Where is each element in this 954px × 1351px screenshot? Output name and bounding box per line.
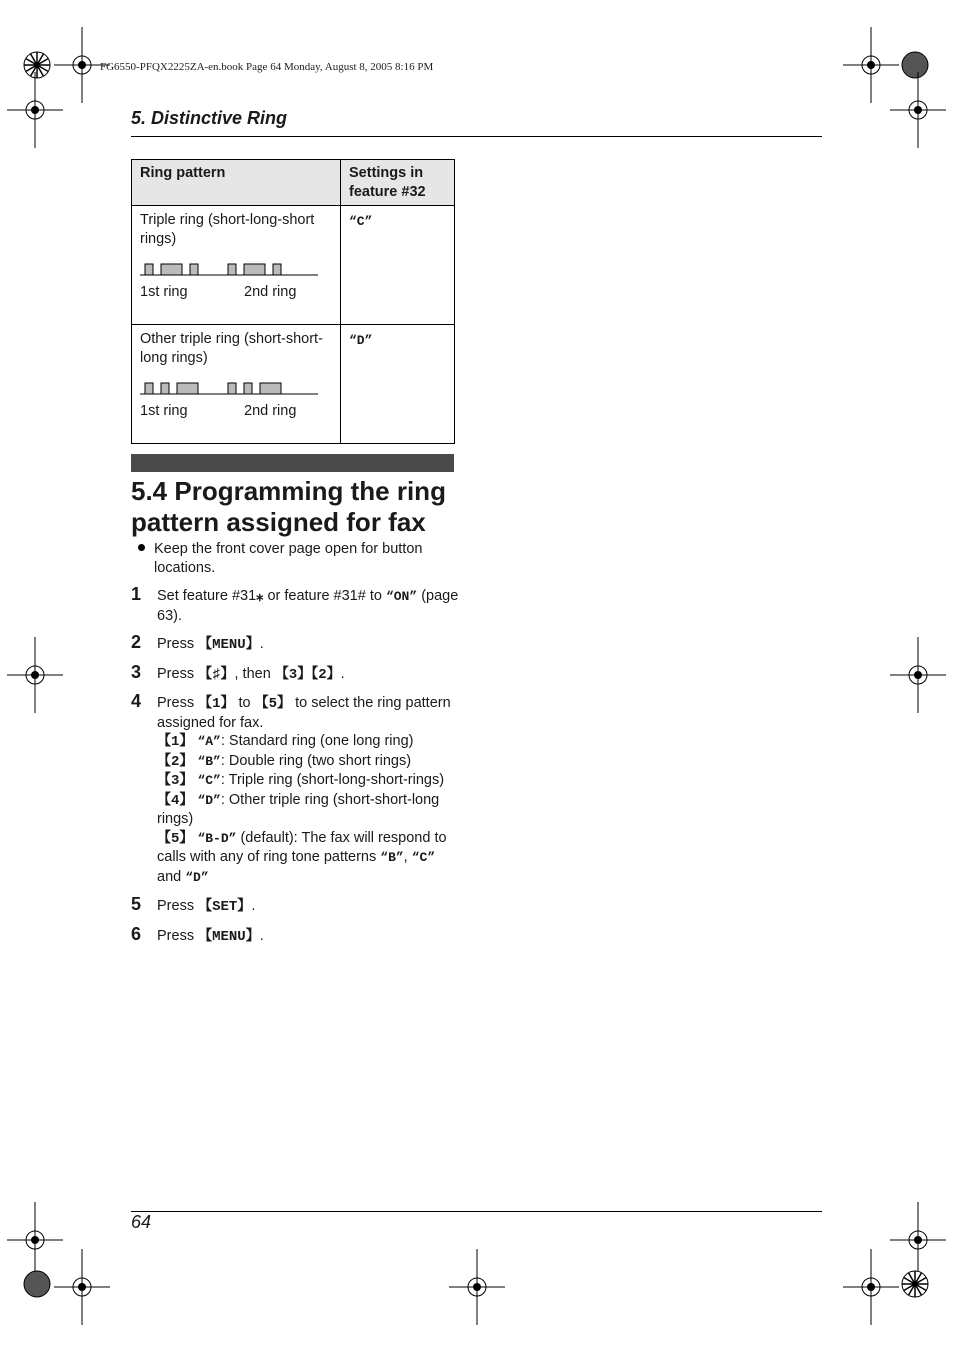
option-text: and [157, 868, 186, 885]
key-3-2: 【3】【2】 [274, 666, 341, 683]
col-header-settings: Settings in feature #32 [341, 160, 455, 206]
ring-pattern-diagram-c [140, 261, 318, 277]
section-title: 5.4 Programming the ring pattern assigned for fax [131, 476, 446, 537]
option-text: : Other triple ring (short-short-long rings) [157, 791, 440, 827]
key-2: 【2】 [157, 753, 194, 770]
file-info: FG6550-PFQX2225ZA-en.book Page 64 Monday, August 8, 2005 8:16 PM [100, 61, 434, 73]
key-5: 【5】 [254, 696, 292, 712]
setting-value: “C” [349, 214, 373, 229]
step-text: or feature #31# to [263, 588, 386, 604]
code-d: “D” [185, 869, 209, 885]
option-1 [157, 732, 461, 752]
option-4 [157, 791, 461, 829]
chapter-title: 5. Distinctive Ring [131, 108, 288, 128]
code-on: “ON” [385, 589, 418, 604]
step-text: . [251, 898, 256, 914]
step-text: Press [157, 898, 199, 914]
step-text: . [259, 636, 264, 652]
step-6 [131, 923, 461, 947]
pattern-description: Other triple ring (short-short-long rings) [140, 331, 323, 366]
label-1st-ring: 1st ring [140, 403, 188, 419]
step-text: (page 63). [157, 588, 459, 624]
key-1: 【1】 [198, 696, 235, 712]
step-text: to select the ring pattern assigned for fax. [157, 695, 451, 731]
key-menu: 【MENU】 [198, 928, 260, 945]
setting-value: “D” [349, 333, 373, 348]
option-text: : Double ring (two short rings) [220, 752, 412, 769]
step-1 [131, 584, 461, 625]
footer-rule [131, 1211, 822, 1212]
key-set: 【SET】 [198, 899, 252, 915]
step-text: Set feature #31 [157, 588, 257, 604]
ring-pattern-diagram-d [140, 380, 318, 396]
code-b-d: “B-D” [197, 830, 237, 846]
label-2nd-ring: 2nd ring [244, 284, 297, 300]
option-5 [157, 829, 461, 888]
key-hash: 【♯】 [198, 666, 235, 683]
step-number: 6 [131, 923, 142, 944]
option-3 [157, 771, 461, 791]
ring-pattern-table [131, 159, 455, 444]
step-number: 4 [131, 691, 142, 711]
option-text: (default): The fax will respond to calls with any of ring tone patterns [157, 829, 447, 865]
page-number: 64 [131, 1212, 152, 1232]
col-header-ring-pattern: Ring pattern [132, 160, 341, 206]
key-3: 【3】 [157, 773, 194, 789]
ring-pattern-cell [132, 206, 341, 325]
bullet-note [131, 540, 461, 577]
step-4 [131, 691, 461, 887]
section-content [131, 540, 461, 946]
step-text: Press [157, 927, 199, 944]
key-5: 【5】 [157, 830, 194, 847]
option-2 [157, 752, 461, 772]
bullet-icon [138, 544, 145, 551]
step-number: 2 [131, 632, 142, 652]
setting-cell [341, 325, 455, 444]
star-icon: ⁎ [256, 588, 264, 604]
header-rule [131, 136, 822, 137]
setting-cell [341, 206, 455, 325]
step-text: Press [157, 695, 199, 711]
step-number: 3 [131, 661, 142, 682]
ring-labels [140, 283, 332, 302]
option-text: , [403, 849, 412, 865]
table-header-row [132, 160, 455, 206]
step-text: , then [234, 665, 275, 682]
step-text: Press [157, 636, 199, 652]
key-1: 【1】 [157, 734, 194, 750]
ring-labels [140, 402, 332, 421]
step-text: . [259, 927, 264, 944]
step-number: 1 [131, 584, 142, 604]
code-c: “C” [197, 773, 221, 788]
bullet-text: Keep the front cover page open for button locations. [154, 541, 423, 576]
step-2 [131, 632, 461, 655]
code-d: “D” [197, 792, 221, 808]
option-text: : Triple ring (short-long-short-rings) [220, 772, 445, 788]
step-text: . [340, 665, 345, 682]
label-2nd-ring: 2nd ring [244, 403, 297, 419]
step-3 [131, 661, 461, 685]
step-text: Press [157, 665, 199, 682]
table-row [132, 206, 455, 325]
code-b: “B” [380, 850, 404, 865]
step-text: to [234, 695, 255, 711]
key-menu: 【MENU】 [198, 637, 260, 653]
table-row [132, 325, 455, 444]
code-c: “C” [411, 850, 436, 865]
option-text: : Standard ring (one long ring) [220, 733, 414, 749]
label-1st-ring: 1st ring [140, 284, 188, 300]
key-4: 【4】 [157, 792, 194, 809]
code-b: “B” [197, 753, 221, 769]
section-bar [131, 454, 454, 472]
ring-pattern-cell [132, 325, 341, 444]
step-5 [131, 894, 461, 917]
pattern-description: Triple ring (short-long-short rings) [140, 212, 315, 247]
step-number: 5 [131, 894, 142, 914]
code-a: “A” [197, 734, 221, 749]
